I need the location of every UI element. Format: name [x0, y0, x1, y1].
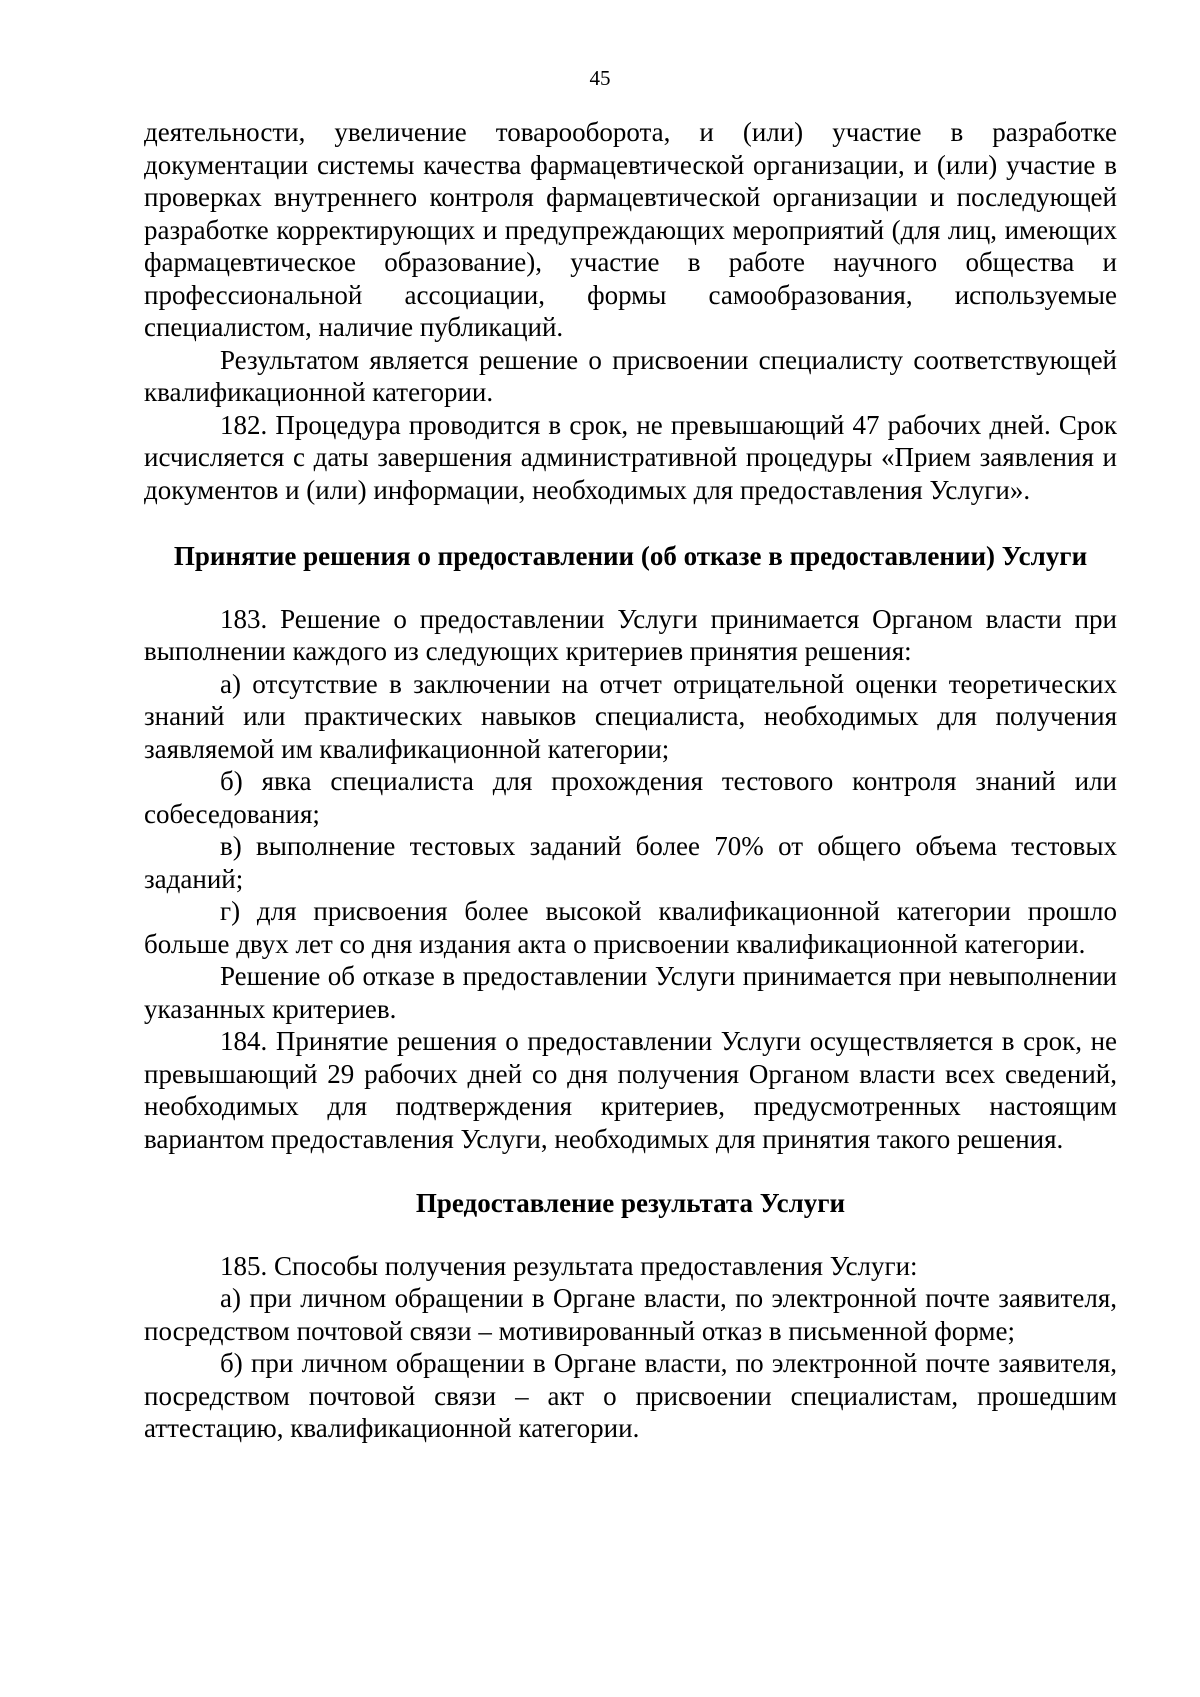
section-heading-result: Предоставление результата Услуги	[415, 1188, 846, 1218]
paragraph-185: 185. Способы получения результата предоставления Услуги:	[220, 1250, 918, 1281]
document-body	[144, 116, 1117, 1445]
criterion-v: в) выполнение тестовых заданий более 70% от общего объема тестовых заданий;	[144, 831, 1117, 894]
paragraph-183: 183. Решение о предоставлении Услуги принимается Органом власти при выполнении каждого из следующих критериев принятия решения:	[144, 603, 1117, 666]
paragraph-184: 184. Принятие решения о предоставлении Услуги осуществляется в срок, не превышающий 29 рабочих дней со дня получения Органом власти всех сведений, необходимых для подтверждения критериев, предусмотренных настоящим вариантом предоставления Услуги, необходимых для принятия такого решения.	[144, 1026, 1117, 1154]
section-heading-decision: Принятие решения о предоставлении (об отказе в предоставлении) Услуги	[173, 541, 1088, 571]
paragraph-result: Результатом является решение о присвоении специалисту соответствующей квалификационной категории.	[144, 344, 1117, 407]
paragraph-refusal: Решение об отказе в предоставлении Услуги принимается при невыполнении указанных критериев.	[144, 961, 1117, 1024]
paragraph-182: 182. Процедура проводится в срок, не превышающий 47 рабочих дней. Срок исчисляется с даты завершения административной процедуры «Прием заявления и документов и (или) информации, необходимых для предоставления Услуги».	[144, 409, 1117, 505]
criterion-g: г) для присвоения более высокой квалификационной категории прошло больше двух лет со дня издания акта о присвоении квалификационной категории.	[144, 896, 1117, 959]
method-a: а) при личном обращении в Органе власти, по электронной почте заявителя, посредством почтовой связи – мотивированный отказ в письменной форме;	[144, 1283, 1117, 1346]
criterion-a: а) отсутствие в заключении на отчет отрицательной оценки теоретических знаний или практических навыков специалиста, необходимых для получения заявляемой им квалификационной категории;	[144, 668, 1117, 764]
page-number: 45	[589, 66, 611, 90]
method-b: б) при личном обращении в Органе власти, по электронной почте заявителя, посредством почтовой связи – акт о присвоении специалистам, прошедшим аттестацию, квалификационной категории.	[144, 1348, 1117, 1443]
criterion-b: б) явка специалиста для прохождения тестового контроля знаний или собеседования;	[144, 766, 1117, 829]
paragraph-intro-continuation: деятельности, увеличение товарооборота, и (или) участие в разработке документации системы качества фармацевтической организации, и (или) участие в проверках внутреннего контроля фармацевтической организации и последующей разработке корректирующих и предупреждающих мероприятий (для лиц, имеющих фармацевтическое образование), участие в работе научного общества и профессиональной ассоциации, формы самообразования, используемые специалистом, наличие публикаций.	[144, 117, 1117, 342]
